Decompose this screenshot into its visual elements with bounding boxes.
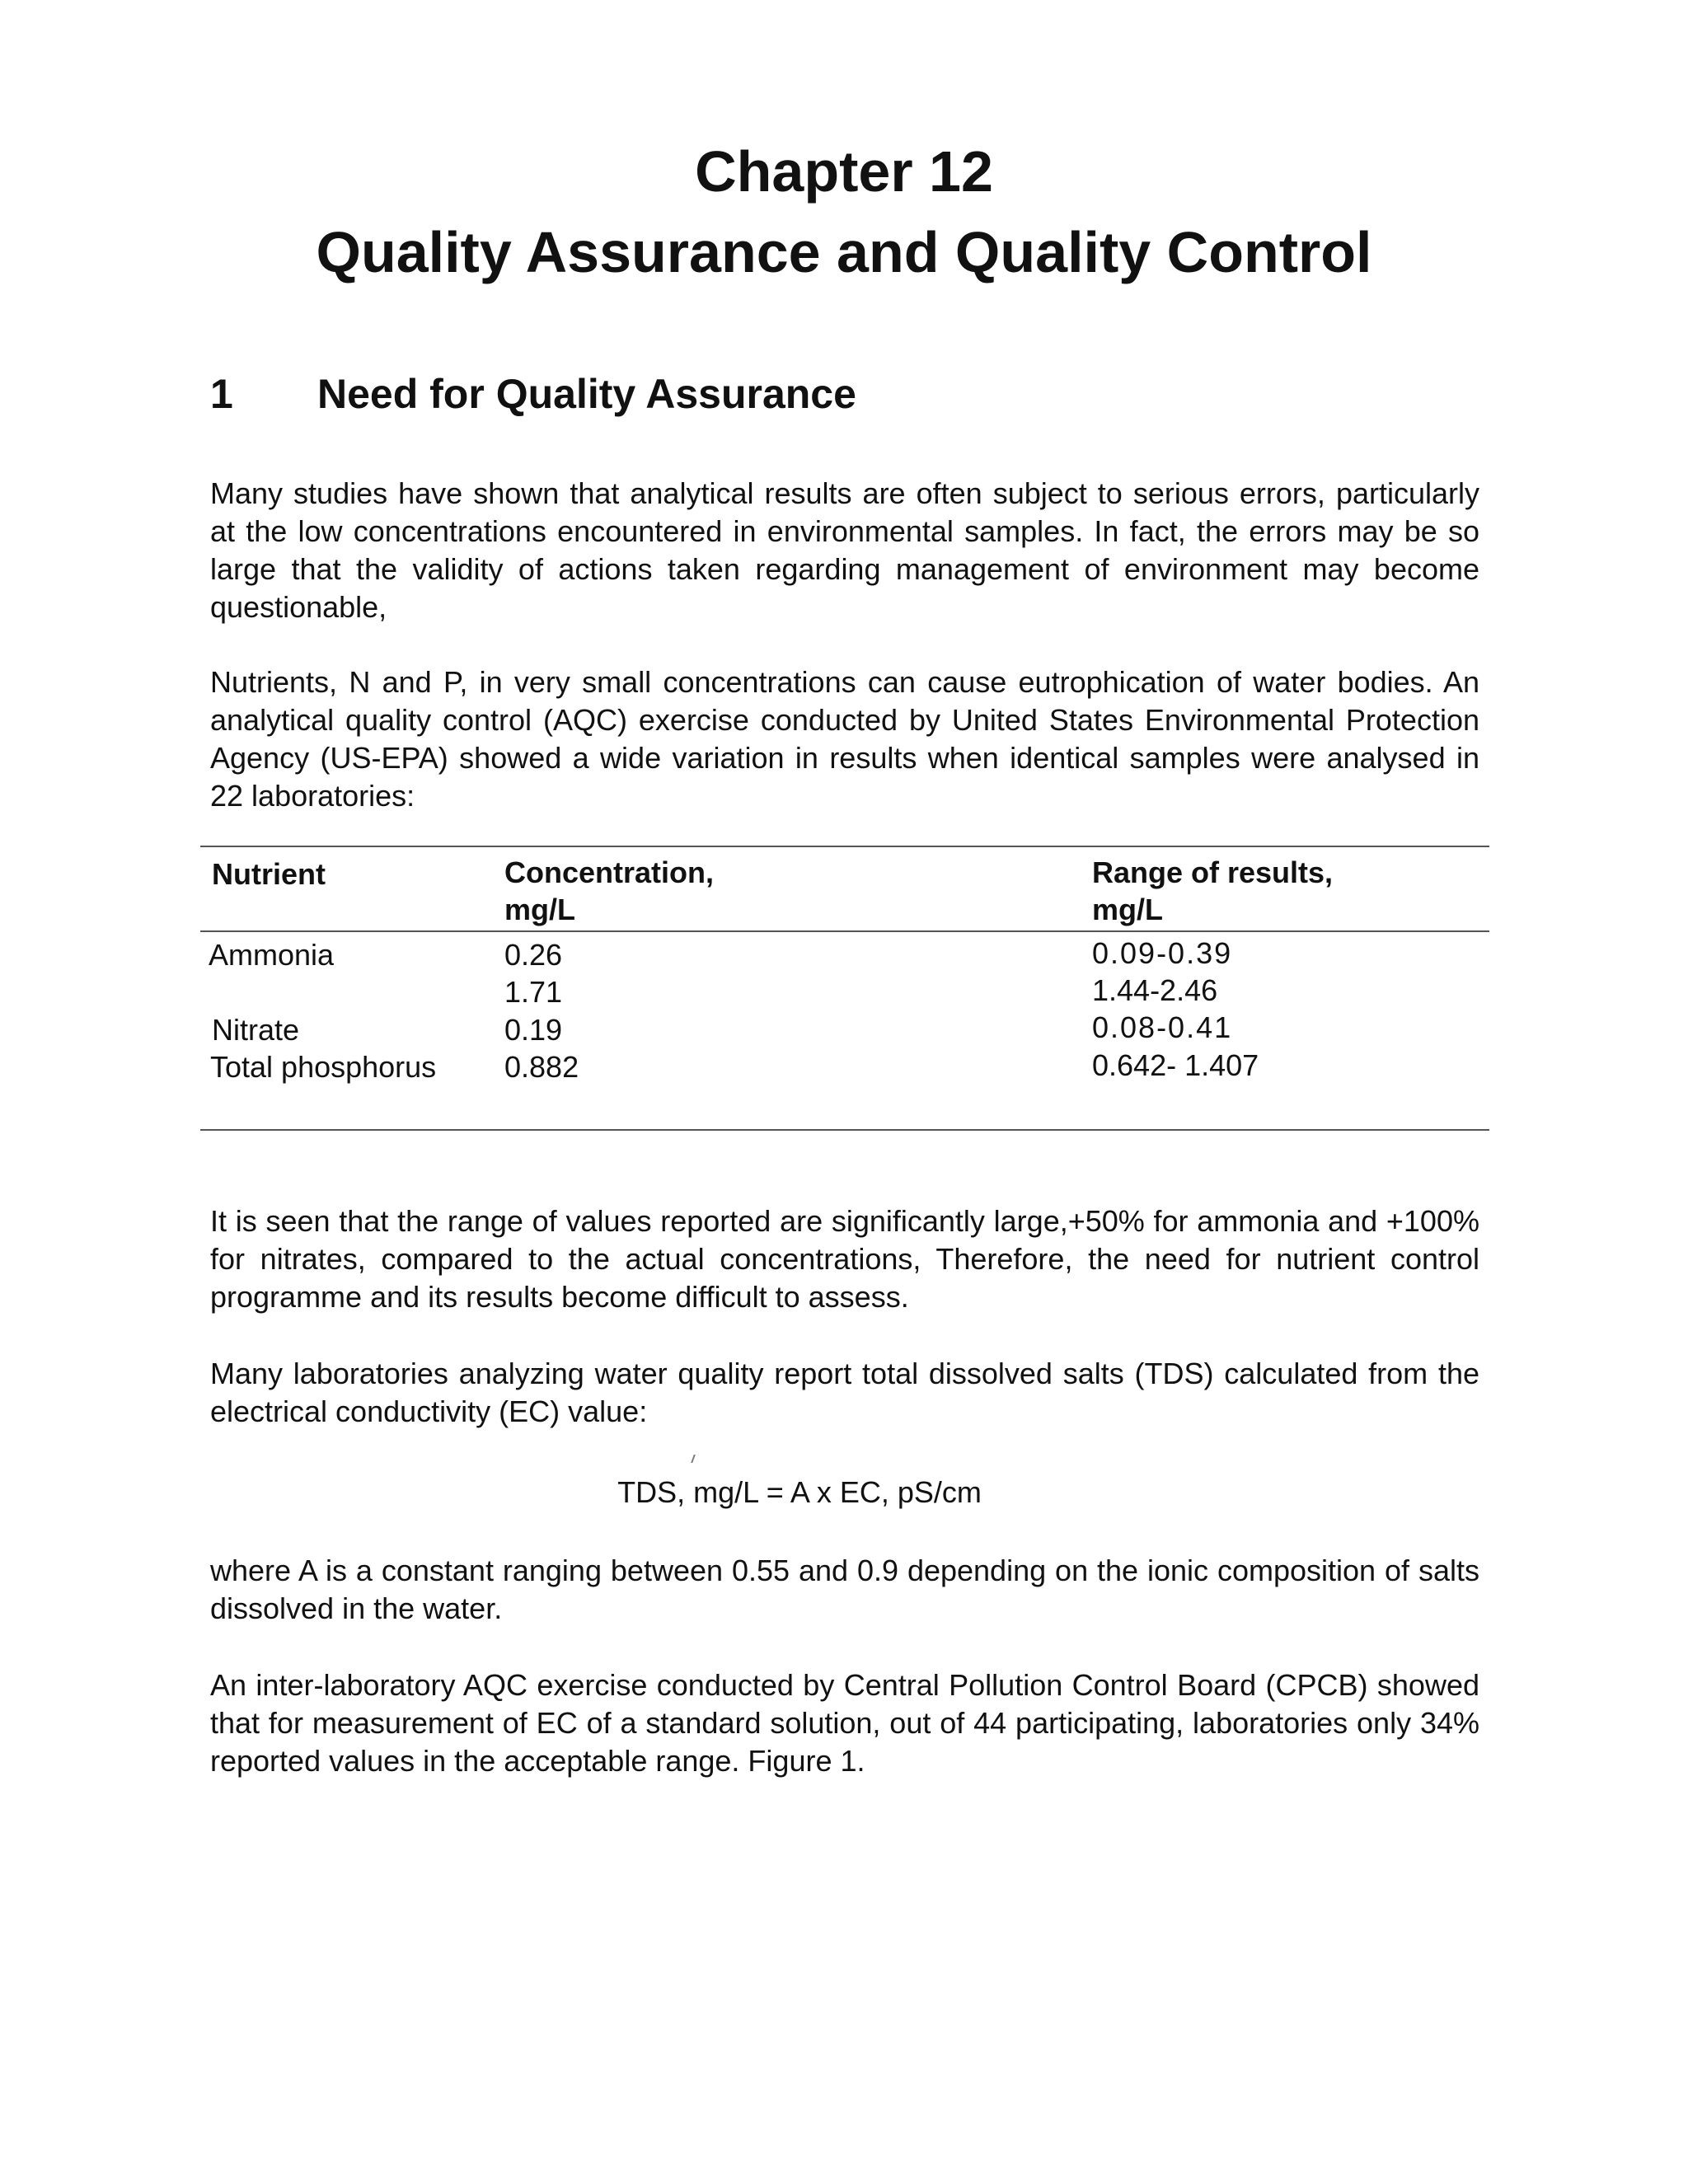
section-title: Need for Quality Assurance [317, 371, 856, 417]
section-number: 1 [210, 371, 233, 417]
paragraph-2: Nutrients, N and P, in very small concentrations can cause eutrophication of water bodies. An analytical quality control (AQC) exercise conducted by United States Environmental Protection Agency (US-EPA) showed a wide variation in results when identical samples were analysed in 22 laboratories: [210, 665, 1479, 813]
paragraph-6: An inter-laboratory AQC exercise conducted by Central Pollution Control Board (CPCB) showed that for measurement of EC of a standard solution, out of 44 participating, laboratories only 34% reported values in the acceptable range. Figure 1. [210, 1668, 1479, 1778]
table-cell-nutrient: Nitrate [212, 1013, 300, 1047]
table-cell-concentration: 0.26 [504, 938, 563, 972]
table-cell-concentration: 0.882 [504, 1050, 579, 1084]
table-cell-range: 0.08-0.41 [1092, 1010, 1233, 1044]
table-cell-range: 1.44-2.46 [1092, 973, 1218, 1007]
table-cell-range: 0.642- 1.407 [1092, 1048, 1259, 1082]
table-cell-nutrient: Total phosphorus [210, 1050, 437, 1084]
table-cell-concentration: 1.71 [504, 975, 563, 1009]
paragraph-3: It is seen that the range of values reported are significantly large,+50% for ammonia and +100% for nitrates, compared to the actual concentrations, Therefore, the need for nutrient control programme and its results become difficult to assess. [210, 1204, 1479, 1314]
chapter-title: Quality Assurance and Quality Control [316, 220, 1372, 284]
header-range-unit: mg/L [1092, 893, 1163, 926]
table-cell-concentration: 0.19 [504, 1013, 563, 1047]
header-concentration-unit: mg/L [504, 893, 575, 926]
tds-formula: TDS, mg/L = A x EC, pS/cm [617, 1475, 982, 1509]
paragraph-1: Many studies have shown that analytical results are often subject to serious errors, particularly at the low concentrations encountered in environmental samples. In fact, the errors may be so large that the validity of actions taken regarding management of environment may become questionable, [210, 476, 1479, 624]
stray-mark [691, 1455, 696, 1463]
paragraph-4: Many laboratories analyzing water quality report total dissolved salts (TDS) calculated from the electrical conductivity (EC) value: [210, 1357, 1479, 1428]
header-concentration: Concentration, [504, 855, 715, 889]
header-nutrient: Nutrient [212, 857, 326, 891]
chapter-number: Chapter 12 [695, 139, 993, 204]
header-range: Range of results, [1092, 855, 1334, 889]
table-header-rule [200, 930, 1489, 932]
table-bottom-rule [200, 1129, 1489, 1131]
table-top-rule [200, 846, 1489, 847]
table-cell-range: 0.09-0.39 [1092, 936, 1233, 970]
section-heading [210, 369, 856, 419]
paragraph-5: where A is a constant ranging between 0.55 and 0.9 depending on the ionic composition of salts dissolved in the water. [210, 1554, 1479, 1625]
table-cell-nutrient: Ammonia [209, 938, 335, 972]
